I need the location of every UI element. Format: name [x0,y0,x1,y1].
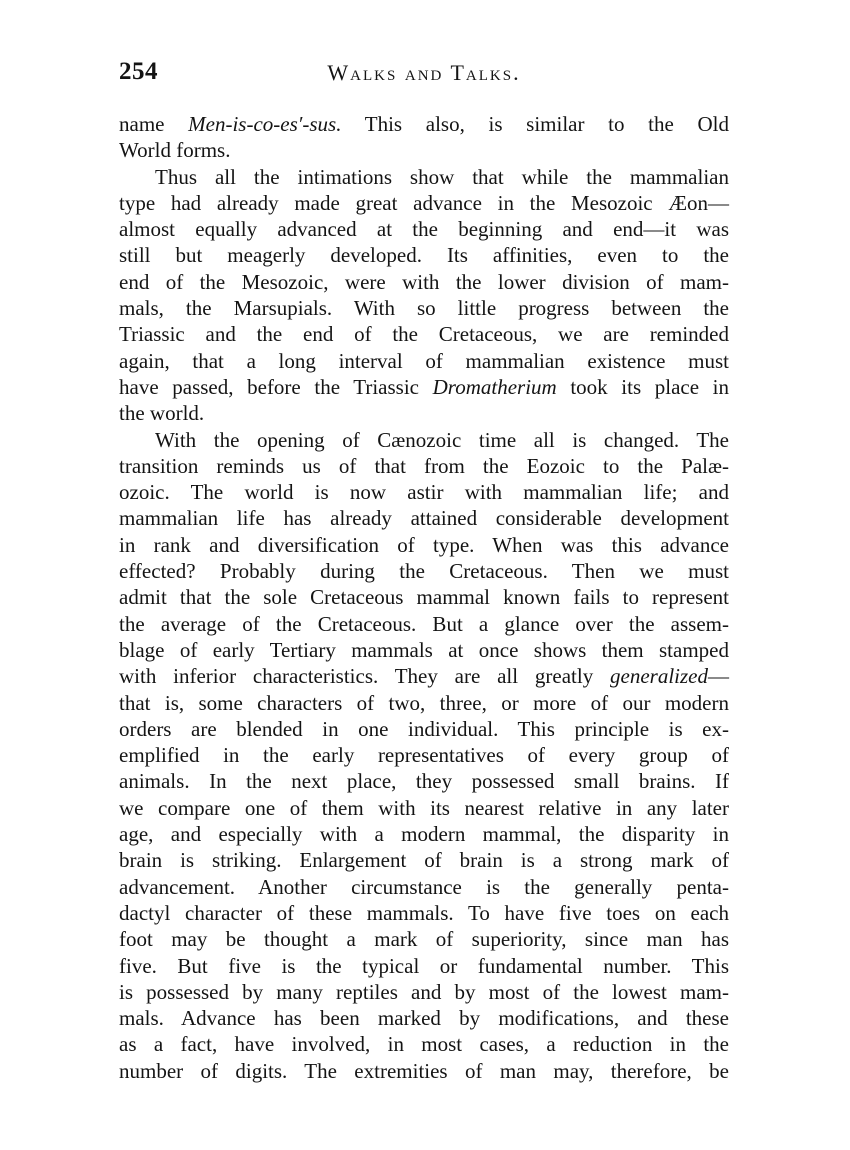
text-segment: number of digits. The extremities of man may, therefore, be [119,1058,729,1083]
text-segment: Triassic and the end of the Cretaceous, we are reminded [119,322,729,347]
text-segment: Thus all the intimations show that while the mammalian [155,164,729,189]
text-segment: orders are blended in one individual. This principle is ex- [119,716,729,741]
text-segment: that is, some characters of two, three, or more of our modern [119,690,729,715]
text-line [119,242,729,268]
text-segment: in rank and diversification of type. When was this advance [119,532,729,557]
text-segment: — [708,664,729,689]
text-segment: dactyl character of these mammals. To have five toes on each [119,900,729,925]
text-segment: the world. [119,401,205,426]
text-line [119,874,729,900]
text-line [119,558,729,584]
text-line [119,427,729,453]
text-segment: is possessed by many reptiles and by most of the lowest mam- [119,979,729,1004]
text-line [119,190,729,216]
text-segment: foot may be thought a mark of superiority, since man has [119,927,729,952]
text-line [119,479,729,505]
text-line [119,716,729,742]
text-line [119,795,729,821]
text-segment: the average of the Cretaceous. But a glance over the assem- [119,611,729,636]
italic-term: Men-is-co-es′-sus. [188,112,342,136]
text-line [119,216,729,242]
text-segment: effected? Probably during the Cretaceous. Then we must [119,559,729,584]
text-segment: With the opening of Cænozoic time all is changed. The [155,427,729,452]
text-line [119,505,729,531]
text-segment: transition reminds us of that from the Eozoic to the Palæ- [119,453,729,478]
text-line [119,532,729,558]
text-segment: age, and especially with a modern mammal, the disparity in [119,822,729,847]
text-line [119,637,729,663]
text-segment: have passed, before the Triassic [119,374,433,399]
text-line [119,768,729,794]
page-number: 254 [119,58,158,85]
text-segment: blage of early Tertiary mammals at once shows them stamped [119,637,729,662]
text-line [119,900,729,926]
text-line [119,453,729,479]
text-line [119,400,729,426]
text-segment: advancement. Another circumstance is the generally penta- [119,874,729,899]
text-segment: with inferior characteristics. They are all greatly [119,664,611,689]
text-line [119,584,729,610]
text-segment: almost equally advanced at the beginning and end—it was [119,217,729,242]
text-line [119,295,729,321]
text-line [119,164,729,190]
text-segment: again, that a long interval of mammalian existence must [119,348,729,373]
text-segment: mammalian life has already attained considerable development [119,506,729,531]
text-segment: admit that the sole Cretaceous mammal known fails to represent [119,585,729,610]
text-line [119,348,729,374]
text-segment: as a fact, have involved, in most cases, a reduction in the [119,1032,729,1057]
text-segment: brain is striking. Enlargement of brain is a strong mark of [119,848,729,873]
text-line [119,926,729,952]
text-line [119,847,729,873]
text-line [119,321,729,347]
text-segment: This also, is similar to the Old [341,112,729,136]
text-segment: we compare one of them with its nearest relative in any later [119,795,729,820]
text-segment: five. But five is the typical or fundamental number. This [119,953,729,978]
page-header [119,58,729,92]
text-segment: end of the Mesozoic, were with the lower division of mam- [119,269,729,294]
running-head: Walks and Talks. [327,60,521,85]
text-segment: type had already made great advance in the Mesozoic Æon— [119,190,729,215]
text-segment: emplified in the early representatives of every group of [119,743,729,768]
text-line [119,690,729,716]
body-text [119,111,729,1084]
text-segment: name [119,112,189,136]
text-segment: still but meagerly developed. Its affinities, even to the [119,243,729,268]
text-line [119,821,729,847]
text-line [119,953,729,979]
italic-term: generalized [610,664,708,689]
text-line [119,374,729,400]
text-line [119,1005,729,1031]
text-segment: animals. In the next place, they possessed small brains. If [119,769,729,794]
text-line [119,663,729,689]
text-segment: mals. Advance has been marked by modifications, and these [119,1006,729,1031]
text-line [119,611,729,637]
text-segment: World forms. [119,138,231,163]
text-line [119,137,729,163]
text-segment: ozoic. The world is now astir with mammalian life; and [119,480,729,505]
text-segment: took its place in [556,374,729,399]
italic-term: Dromatherium [432,374,557,399]
text-segment: mals, the Marsupials. With so little progress between the [119,296,729,321]
text-line [119,1058,729,1084]
text-line [119,742,729,768]
text-line [119,979,729,1005]
text-line [119,1031,729,1057]
text-line [119,111,729,137]
text-line [119,269,729,295]
